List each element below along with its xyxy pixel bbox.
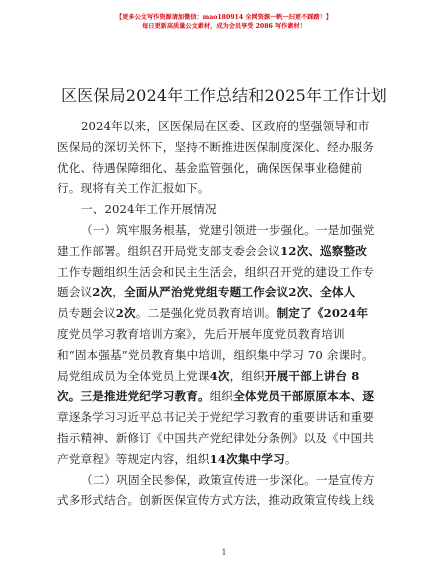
para1-text: 产党章程》等规定内容，组织	[57, 451, 210, 466]
promo-banner	[0, 13, 448, 31]
para1-line	[57, 303, 395, 324]
para1-line	[57, 282, 395, 303]
banner-line-1: 【更多公文写作资源请加微信：mao180914 全网资源一帆一扫更不踩踏！】	[116, 14, 332, 21]
page-number: 1	[221, 548, 227, 557]
para1-text: ，组织	[229, 368, 265, 383]
para1-text: 局党组成员为全体党员上党课	[57, 368, 210, 383]
document-body	[57, 116, 395, 511]
para1-bold: 2次	[92, 285, 113, 300]
intro-line: 2024年以来，区医保局在区委、区政府的坚强领导和市	[81, 119, 370, 133]
para1-line	[57, 386, 395, 407]
para1-line	[57, 366, 395, 387]
para1-line	[57, 449, 395, 470]
para1-bold: 次。	[57, 389, 81, 404]
para1-line: 和“固本强基”党员教育集中培训，组织集中学习 70 余课时。	[57, 347, 374, 362]
document-title: 区医保局2024年工作总结和2025年工作计划	[60, 86, 388, 105]
para1-text: ，	[112, 285, 124, 300]
banner-line-2: 每日更新高质量公文素材，成为会员享受 2086 写作素材！	[142, 23, 306, 30]
para1-text: 。二是强化党员教育培训。	[135, 306, 277, 321]
para1-line: 章逐条学习习近平总书记关于党纪学习教育的重要讲话和重要	[57, 410, 375, 425]
para1-bold: 三是推进党纪学习教育。	[80, 389, 210, 404]
para1-bold: 14次集中学习	[209, 451, 285, 466]
para1-line	[57, 241, 395, 262]
para1-text: 员专题会议	[57, 306, 116, 321]
para1-bold: 全体党员干部原原本本、逐	[233, 389, 375, 404]
para1-text: 组织	[209, 389, 234, 404]
intro-line: 医保局的深切关怀下，坚持不断推进医保制度深化、经办服务	[57, 139, 375, 154]
para1-line: （一）筑牢服务根基，党建引领进一步强化。一是加强党	[81, 222, 375, 237]
para1-text: 建工作部署。组织召开局党支部支委会会议	[57, 243, 281, 258]
intro-line: 行。现将有关工作汇报如下。	[57, 181, 210, 196]
para1-bold: 全面从严治党党组专题工作会议2次、全体人	[123, 285, 356, 300]
para1-text: 。	[284, 451, 297, 466]
para1-line: 度党员学习教育培训方案》，先后开展年度党员教育培训	[57, 326, 345, 341]
section-heading: 一、2024年工作开展情况	[81, 202, 217, 217]
intro-line: 优化、待遇保障细化、基金监管强化，确保医保事业稳健前	[57, 160, 363, 175]
para2-line: （二）巩固全民参保，政策宣传进一步深化。一是宣传方	[81, 472, 375, 487]
para1-bold: 12次、巡察整改	[280, 243, 368, 258]
para1-bold: 2次	[115, 306, 136, 321]
para1-line: 指示精神、新修订《中国共产党纪律处分条例》以及《中国共	[57, 430, 375, 445]
para1-bold: 4次	[209, 368, 230, 383]
para1-bold: 开展干部上讲台 8	[264, 368, 360, 383]
para1-line: 工作专题组织生活会和民主生活会，组织召开党的建设工作专	[57, 264, 375, 279]
para1-text: 题会议	[57, 285, 93, 300]
para1-bold: 制定了《2024年	[276, 306, 369, 321]
para2-line: 式多形式结合。创新医保宣传方式方法，推动政策宣传线上线	[57, 493, 375, 508]
